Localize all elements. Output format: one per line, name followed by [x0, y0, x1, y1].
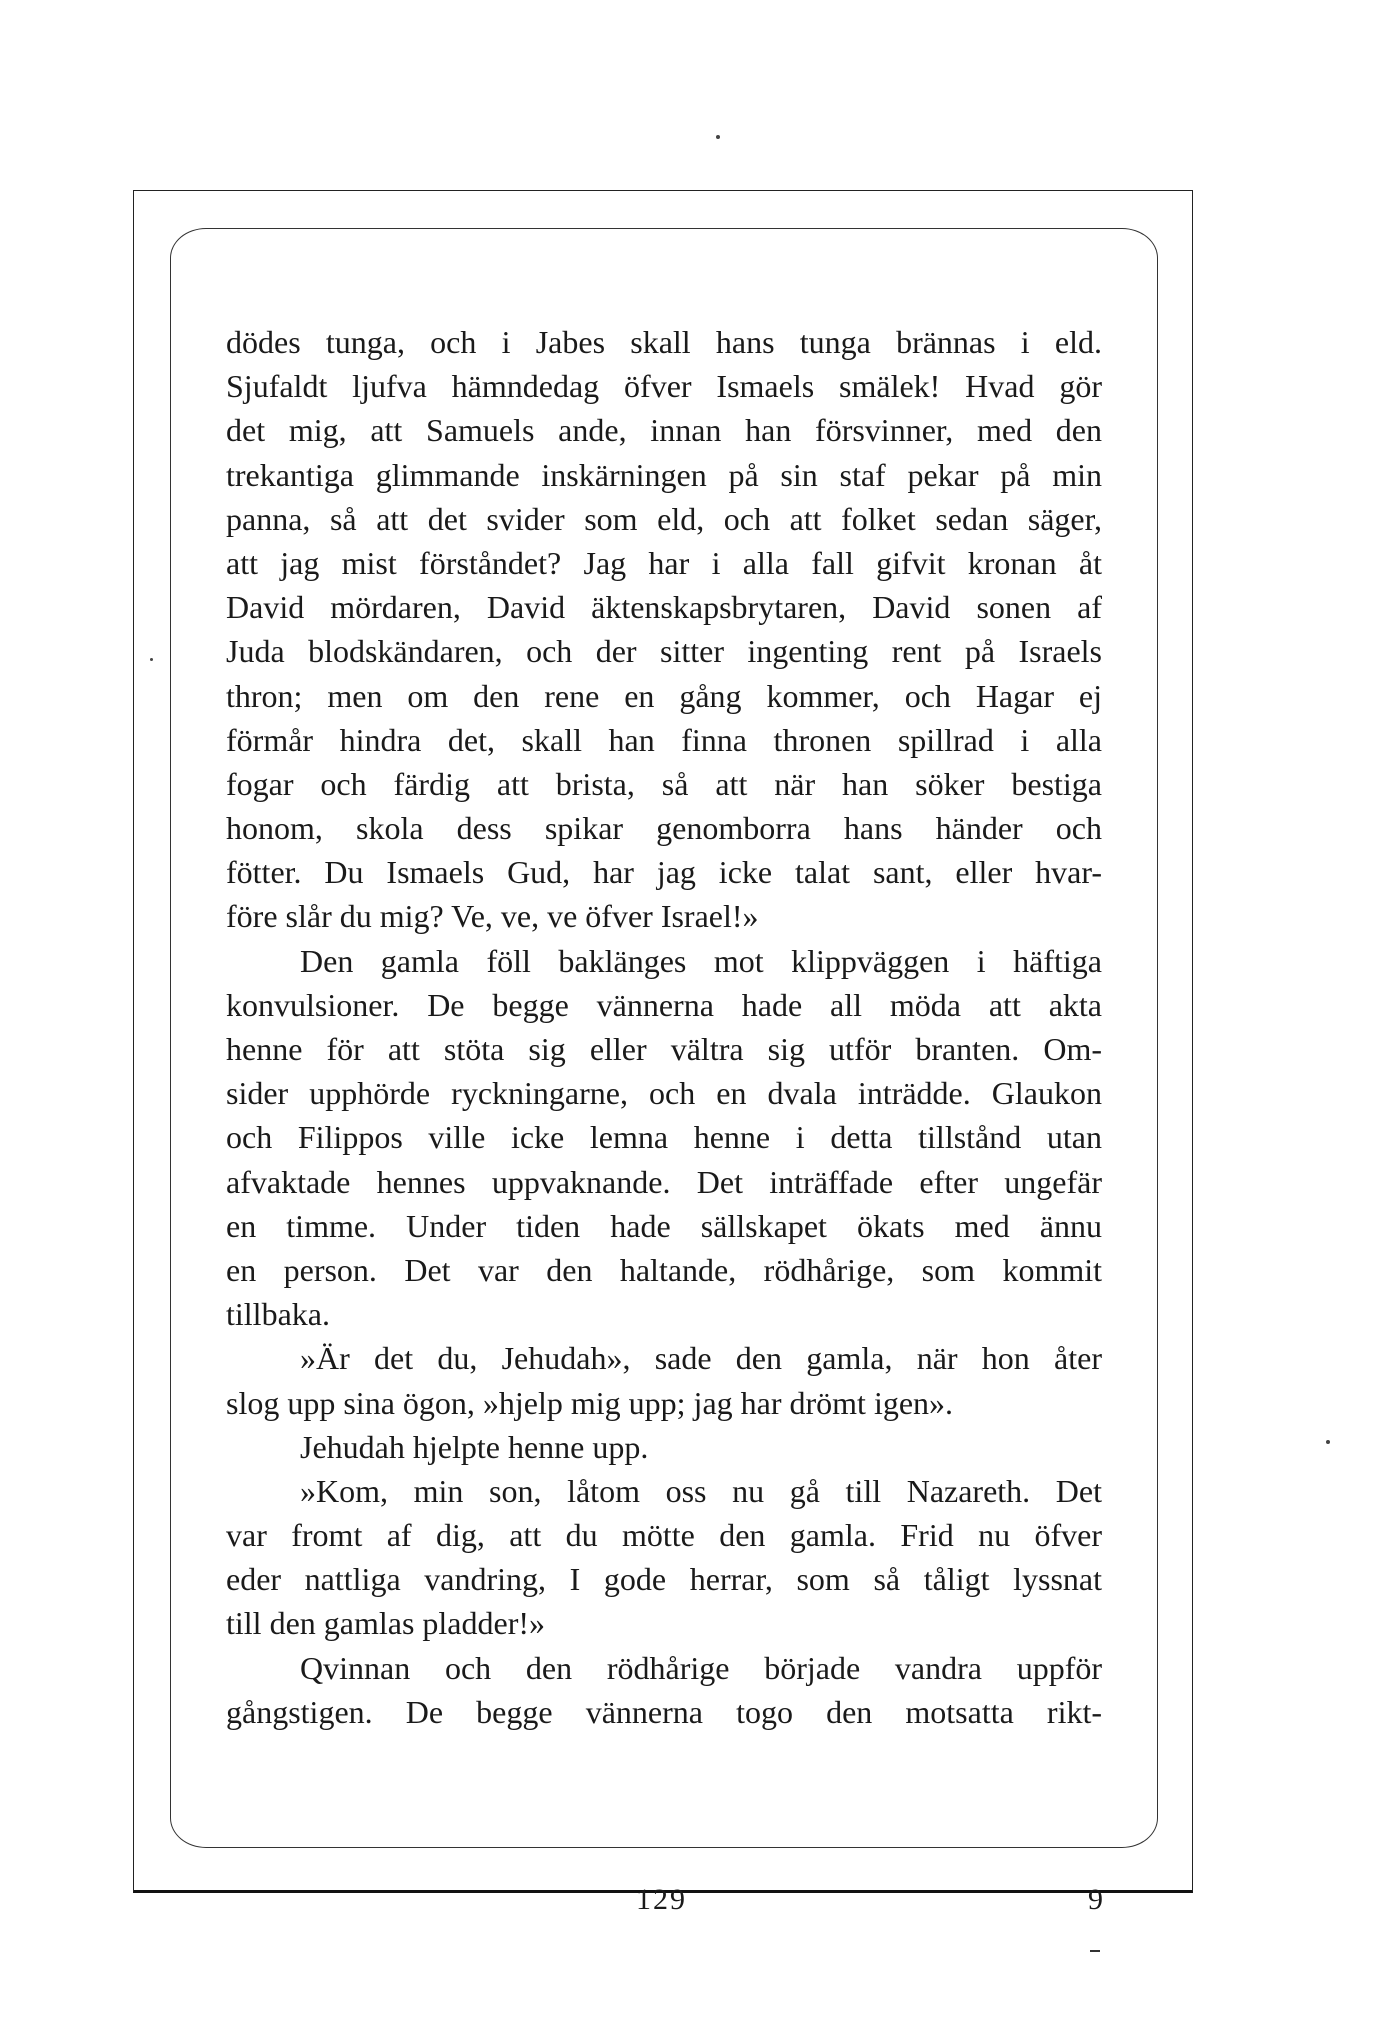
- text-line: dödes tunga, och i Jabes skall hans tunga brännas i eld.: [226, 324, 1102, 360]
- text-line: »Är det du, Jehudah», sade den gamla, när hon åter: [300, 1340, 1102, 1377]
- text-line: att jag mist förståndet? Jag har i alla fall gifvit kronan åt: [226, 544, 1102, 581]
- text-line: Qvinnan och den rödhårige började vandra uppför: [300, 1649, 1102, 1686]
- print-speck: [716, 135, 720, 139]
- signature-mark: 9: [1088, 1883, 1103, 1916]
- text-line: honom, skola dess spikar genomborra hans händer och: [226, 810, 1102, 847]
- text-line: tillbaka.: [226, 1296, 330, 1333]
- text-line: Jehudah hjelpte henne upp.: [300, 1428, 649, 1465]
- text-line: förmår hindra det, skall han finna thronen spillrad i alla: [226, 721, 1102, 758]
- text-line: en timme. Under tiden hade sällskapet ökats med ännu: [226, 1207, 1102, 1244]
- text-line: sider upphörde ryckningarne, och en dvala inträdde. Glaukon: [226, 1075, 1102, 1112]
- print-speck: [1326, 1440, 1330, 1444]
- text-line: henne för att stöta sig eller vältra sig utför branten. Om-: [226, 1031, 1102, 1067]
- text-line: och Filippos ville icke lemna henne i detta tillstånd utan: [226, 1119, 1102, 1156]
- text-line: konvulsioner. De begge vännerna hade all möda att akta: [226, 986, 1102, 1023]
- print-speck: [150, 658, 153, 661]
- text-line: slog upp sina ögon, »hjelp mig upp; jag har drömt igen».: [226, 1384, 954, 1421]
- text-line: »Kom, min son, låtom oss nu gå till Nazareth. Det: [300, 1472, 1102, 1509]
- text-line: till den gamlas pladder!»: [226, 1605, 546, 1642]
- text-line: en person. Det var den haltande, rödhårige, som kommit: [226, 1251, 1102, 1288]
- text-line: fötter. Du Ismaels Gud, har jag icke talat sant, eller hvar-: [226, 854, 1102, 891]
- text-line: panna, så att det svider som eld, och att folket sedan säger,: [226, 500, 1102, 537]
- text-line: före slår du mig? Ve, ve, ve öfver Israel!»: [226, 898, 759, 935]
- text-line: eder nattliga vandring, I gode herrar, som så tåligt lyssnat: [226, 1561, 1102, 1598]
- text-line: fogar och färdig att brista, så att när han söker bestiga: [226, 765, 1102, 802]
- text-line: thron; men om den rene en gång kommer, och Hagar ej: [226, 677, 1102, 714]
- text-line: Sjufaldt ljufva hämndedag öfver Ismaels smälek! Hvad gör: [226, 368, 1102, 405]
- text-line: Den gamla föll baklänges mot klippväggen i häftiga: [300, 942, 1102, 979]
- text-line: Juda blodskändaren, och der sitter ingenting rent på Israels: [226, 633, 1102, 670]
- text-line: trekantiga glimmande inskärningen på sin staf pekar på min: [226, 456, 1102, 493]
- body-text: [226, 320, 1102, 1734]
- text-line: gångstigen. De begge vännerna togo den motsatta rikt-: [226, 1693, 1102, 1730]
- text-line: det mig, att Samuels ande, innan han försvinner, med den: [226, 412, 1102, 449]
- signature-dash: [1090, 1950, 1100, 1952]
- page-number: 129: [636, 1883, 687, 1916]
- text-line: var fromt af dig, att du mötte den gamla. Frid nu öfver: [226, 1517, 1102, 1554]
- text-line: afvaktade hennes uppvaknande. Det inträffade efter ungefär: [226, 1163, 1102, 1200]
- text-line: David mördaren, David äktenskapsbrytaren, David sonen af: [226, 589, 1102, 626]
